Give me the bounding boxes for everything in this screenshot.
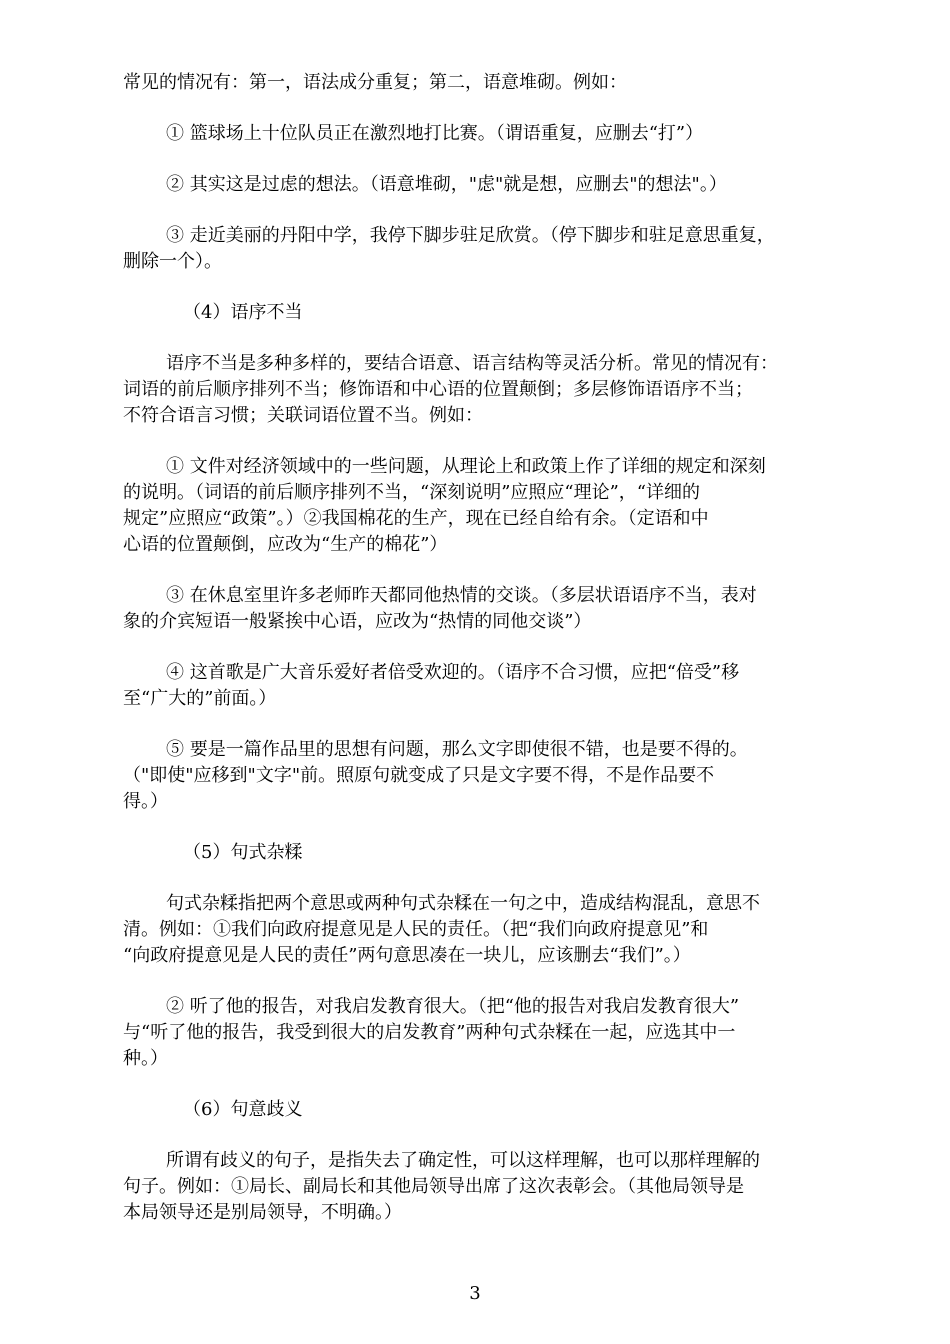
paragraph [123, 70, 839, 96]
section-heading [123, 840, 839, 866]
text-line: 心语的位置颠倒，应改为“生产的棉花”） [123, 534, 448, 555]
page-number: 3 [469, 1283, 481, 1304]
text-line: ② 其实这是过虑的想法。（语意堆砌，"虑"就是想，应删去"的想法"。） [166, 174, 727, 195]
text-line: 本局领导还是别局领导，不明确。） [123, 1202, 402, 1223]
text-line: ① 篮球场上十位队员正在激烈地打比赛。（谓语重复，应删去“打”） [166, 123, 704, 144]
text-line: （4）语序不当 [183, 302, 303, 323]
paragraph [123, 994, 839, 1072]
text-line: 常见的情况有：第一，语法成分重复；第二，语意堆砌。例如： [123, 72, 627, 93]
paragraph [123, 1148, 839, 1226]
text-line: 清。例如：①我们向政府提意见是人民的责任。（把“我们向政府提意见”和 [123, 919, 709, 940]
paragraph [123, 351, 839, 429]
paragraph [123, 891, 839, 969]
text-line: ③ 在休息室里许多老师昨天都同他热情的交谈。（多层状语语序不当，表对 [166, 585, 757, 606]
text-line: 词语的前后顺序排列不当；修饰语和中心语的位置颠倒；多层修饰语语序不当； [123, 379, 753, 400]
text-line: 种。） [123, 1048, 168, 1069]
paragraph [123, 454, 839, 558]
text-line: 至“广大的”前面。） [123, 688, 277, 709]
text-line: 象的介宾短语一般紧挨中心语，应改为“热情的同他交谈”） [123, 611, 592, 632]
paragraph [123, 172, 839, 198]
paragraph [123, 223, 839, 275]
text-line: 所谓有歧义的句子，是指失去了确定性，可以这样理解，也可以那样理解的 [166, 1150, 760, 1171]
section-heading [123, 1097, 839, 1123]
section-heading [123, 300, 839, 326]
text-line: “向政府提意见是人民的责任”两句意思凑在一块儿，应该删去“我们”。） [123, 945, 691, 966]
text-line: ① 文件对经济领域中的一些问题，从理论上和政策上作了详细的规定和深刻 [166, 456, 766, 477]
text-line: 删除一个）。 [123, 251, 222, 272]
text-line: 规定”应照应“政策”。）②我国棉花的生产，现在已经自给有余。（定语和中 [123, 508, 709, 529]
text-line: ② 听了他的报告，对我启发教育很大。（把“他的报告对我启发教育很大” [166, 996, 740, 1017]
text-line: ④ 这首歌是广大音乐爱好者倍受欢迎的。（语序不合习惯，应把“倍受”移 [166, 662, 740, 683]
text-line: （5）句式杂糅 [183, 842, 303, 863]
text-line: 语序不当是多种多样的，要结合语意、语言结构等灵活分析。常见的情况有： [166, 353, 778, 374]
text-line: ⑤ 要是一篇作品里的思想有问题，那么文字即使很不错，也是要不得的。 [166, 739, 748, 760]
text-line: 句子。例如：①局长、副局长和其他局领导出席了这次表彰会。（其他局领导是 [123, 1176, 744, 1197]
text-line: （6）句意歧义 [183, 1099, 303, 1120]
text-line: 的说明。（词语的前后顺序排列不当，“深刻说明”应照应“理论”，“详细的 [123, 482, 701, 503]
document-body [123, 70, 839, 1251]
text-line: （"即使"应移到"文字"前。照原句就变成了只是文字要不得，不是作品要不 [123, 765, 715, 786]
paragraph [123, 660, 839, 712]
paragraph [123, 737, 839, 815]
text-line: ③ 走近美丽的丹阳中学，我停下脚步驻足欣赏。（停下脚步和驻足意思重复， [166, 225, 775, 246]
text-line: 得。） [123, 791, 168, 812]
paragraph [123, 121, 839, 147]
text-line: 与“听了他的报告，我受到很大的启发教育”两种句式杂糅在一起，应选其中一 [123, 1022, 736, 1043]
paragraph [123, 583, 839, 635]
text-line: 不符合语言习惯；关联词语位置不当。例如： [123, 405, 483, 426]
text-line: 句式杂糅指把两个意思或两种句式杂糅在一句之中，造成结构混乱，意思不 [166, 893, 760, 914]
